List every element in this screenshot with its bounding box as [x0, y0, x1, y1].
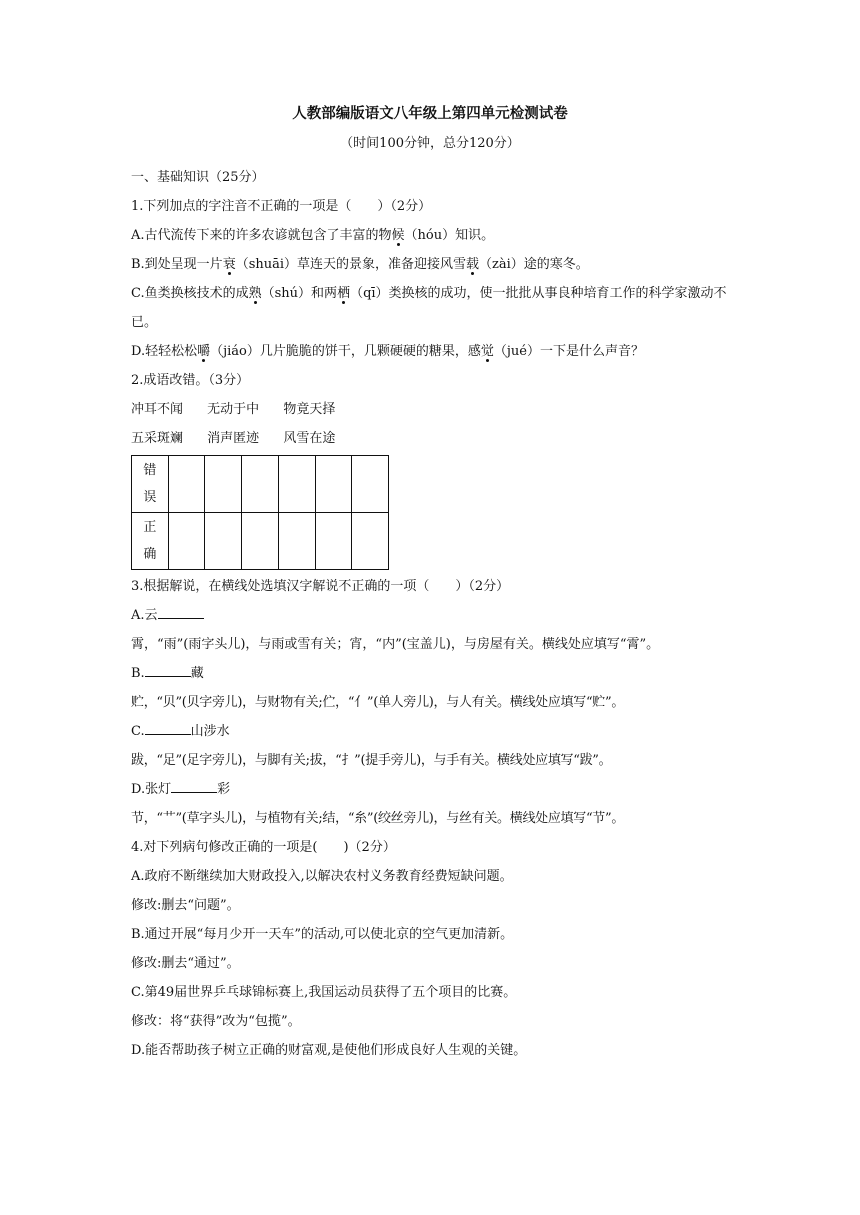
grid-head-label: 正 确 [143, 520, 157, 562]
option-text: （shuāi）草连天的景象，准备迎接风雪 [235, 257, 467, 272]
idiom: 物竟天择 [283, 402, 336, 417]
fill-blank[interactable] [145, 720, 191, 735]
fill-blank[interactable] [145, 662, 191, 677]
option-text: B. [131, 666, 145, 681]
grid-row-wrong [132, 456, 389, 513]
option-text: A.云 [131, 608, 158, 623]
question-1-option-c [131, 279, 737, 337]
answer-cell[interactable] [315, 513, 352, 570]
fill-blank[interactable] [158, 604, 204, 619]
option-text: （qī）类换核的成功，使一批批从事良种培育工作的科学家激动不已。 [131, 286, 727, 330]
question-4-option-c: C.第49届世界乒乓球锦标赛上,我国运动员获得了五个项目的比赛。 [131, 985, 517, 1000]
grid-head-label: 错 误 [143, 463, 157, 505]
question-1-option-d [131, 337, 737, 366]
option-text: 彩 [217, 782, 231, 797]
question-3-option-c-label [131, 717, 737, 746]
question-3-option-d-label [131, 775, 737, 804]
question-4-option-b: B.通过开展“每月少开一天车”的活动,可以使北京的空气更加清新。 [131, 927, 514, 942]
exam-body [131, 163, 737, 1065]
question-4-option-d: D.能否帮助孩子树立正确的财富观,是使他们形成良好人生观的关键。 [131, 1043, 527, 1058]
answer-cell[interactable] [205, 513, 242, 570]
answer-cell[interactable] [168, 456, 205, 513]
option-text: B.到处呈现一片 [131, 257, 223, 272]
answer-cell[interactable] [278, 513, 315, 570]
fill-blank[interactable] [171, 778, 217, 793]
grid-row-correct [132, 513, 389, 570]
question-4-option-c-fix: 修改：将“获得”改为“包揽”。 [131, 1014, 301, 1029]
question-3-option-b-label [131, 659, 737, 688]
dotted-char: 栖 [337, 286, 351, 301]
idiom-row-2 [131, 424, 737, 453]
answer-cell[interactable] [242, 456, 279, 513]
question-3-option-a-label [131, 601, 737, 630]
dotted-char: 衰 [222, 257, 236, 272]
grid-head-wrong [132, 456, 169, 513]
option-text: D.张灯 [131, 782, 172, 797]
option-text: （jiáo）几片脆脆的饼干，几颗硬硬的糖果，感 [210, 344, 481, 359]
idiom: 风雪在途 [283, 431, 336, 446]
answer-grid [131, 455, 389, 570]
question-3-stem: 3.根据解说，在横线处选填汉字解说不正确的一项（ ）（2分） [131, 579, 510, 594]
page-title: 人教部编版语文八年级上第四单元检测试卷 [292, 105, 568, 122]
question-1-option-b [131, 250, 737, 279]
option-text: C.鱼类换核技术的成 [131, 286, 249, 301]
idiom: 冲耳不闻 [131, 402, 184, 417]
question-4-stem: 4.对下列病句修改正确的一项是( )（2分） [131, 840, 396, 855]
option-text: C. [131, 724, 145, 739]
question-4-option-b-fix: 修改:删去“通过”。 [131, 956, 240, 971]
idiom-row-1 [131, 395, 737, 424]
answer-cell[interactable] [315, 456, 352, 513]
answer-cell[interactable] [352, 513, 389, 570]
question-4-option-a-fix: 修改:删去“问题”。 [131, 898, 240, 913]
option-text: （hóu）知识。 [404, 228, 495, 243]
option-text: 山涉水 [190, 724, 230, 739]
question-1-option-a [131, 221, 737, 250]
question-1-stem: 1.下列加点的字注音不正确的一项是（ ）（2分） [131, 199, 432, 214]
grid-head-correct [132, 513, 169, 570]
option-text: 藏 [190, 666, 204, 681]
dotted-char: 候 [391, 228, 405, 243]
question-2-stem: 2.成语改错。（3分） [131, 373, 250, 388]
answer-cell[interactable] [242, 513, 279, 570]
idiom: 消声匿迹 [207, 431, 260, 446]
question-3-option-d-text: 节，“艹”(草字头儿)，与植物有关;结，“糸”(绞丝旁儿)，与丝有关。横线处应填写“节”。 [131, 811, 625, 826]
option-text: （jué）一下是什么声音？ [493, 344, 645, 359]
dotted-char: 载 [466, 257, 480, 272]
dotted-char: 觉 [480, 344, 494, 359]
answer-cell[interactable] [205, 456, 242, 513]
question-3-option-b-text: 贮，“贝”(贝字旁儿)，与财物有关;伫，“亻”(单人旁儿)，与人有关。横线处应填写“贮”。 [131, 695, 625, 710]
answer-cell[interactable] [352, 456, 389, 513]
section-heading: 一、基础知识（25分） [131, 170, 265, 185]
option-text: （shú）和两 [261, 286, 338, 301]
answer-cell[interactable] [168, 513, 205, 570]
option-text: D.轻轻松松 [131, 344, 198, 359]
dotted-char: 熟 [248, 286, 262, 301]
option-text: （zài）途的寒冬。 [479, 257, 589, 272]
question-3-option-c-text: 跋，“足”(足字旁儿)，与脚有关;拔，“扌”(提手旁儿)，与手有关。横线处应填写“跋”。 [131, 753, 612, 768]
page-subtitle: （时间100分钟，总分120分） [340, 136, 520, 151]
question-4-option-a: A.政府不断继续加大财政投入,以解决农村义务教育经费短缺问题。 [131, 869, 513, 884]
question-3-option-a-text: 霄，“雨”(雨字头儿)，与雨或雪有关；宵，“内”(宝盖儿)，与房屋有关。横线处应填写“霄”。 [131, 637, 660, 652]
option-text: A.古代流传下来的许多农谚就包含了丰富的物 [131, 228, 392, 243]
dotted-char: 嚼 [197, 344, 211, 359]
answer-cell[interactable] [278, 456, 315, 513]
idiom: 无动于中 [207, 402, 260, 417]
idiom: 五采斑斓 [131, 431, 184, 446]
